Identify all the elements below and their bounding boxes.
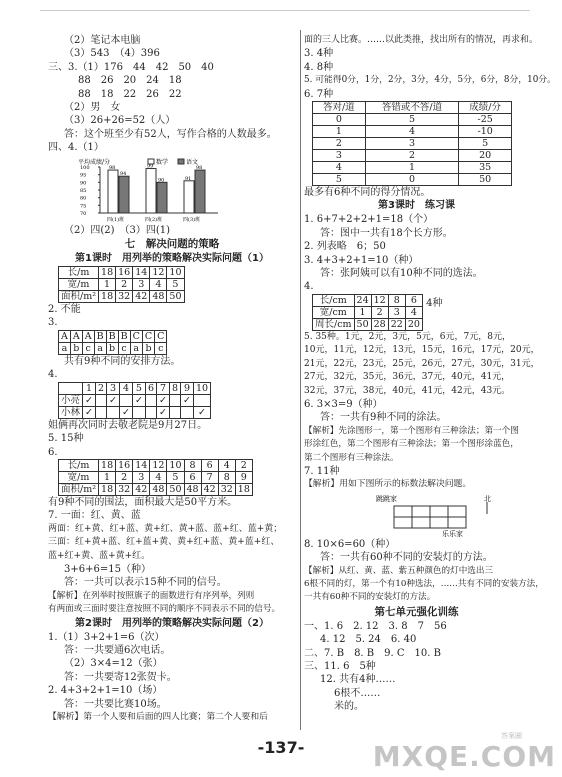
x-category-label: 四(2)班 xyxy=(145,216,163,223)
table-cell: 宽/m xyxy=(59,279,99,291)
table-cell: 9 xyxy=(235,471,252,483)
text-line: 32元，37元，38元，40元，41元，42元，43元。 xyxy=(304,385,511,396)
table-cell: 50 xyxy=(354,318,371,330)
text-line: 5. 35种。1元，2元，3元，5元，6元，7元，8元， xyxy=(304,331,511,342)
text-line: 5. 15种 xyxy=(48,433,84,445)
table-cell: 48 xyxy=(184,483,201,495)
bar-chart-svg xyxy=(78,157,228,223)
bar-math xyxy=(184,180,194,212)
table-cell xyxy=(145,394,156,406)
table-row xyxy=(59,483,253,495)
text-line: 二、7. B 8. B 9. C 10. B xyxy=(304,647,441,659)
table-cell: ✓ xyxy=(120,406,133,418)
compass-label: 北 xyxy=(484,494,491,503)
table-cell: C xyxy=(155,330,167,342)
text-line: （2）男 女 xyxy=(64,102,121,114)
table-cell: 1 xyxy=(365,162,459,174)
text-line: （2）3×4=12（张） xyxy=(64,658,163,670)
table-cell: 1 xyxy=(99,471,116,483)
table-cell: 32 xyxy=(116,483,133,495)
table-cell: A xyxy=(82,330,94,342)
table-cell: 18 xyxy=(99,483,116,495)
table-cell: 9 xyxy=(181,382,194,394)
text-line: 答：图中一共有18个长方形。 xyxy=(320,227,453,239)
y-tick-label: 90 xyxy=(80,179,87,186)
table-cell: 48 xyxy=(150,483,167,495)
table-cell: 14 xyxy=(133,267,150,279)
y-tick-label: 80 xyxy=(80,195,87,202)
table-cell: 2 xyxy=(313,138,366,150)
text-line: 答：这个班至少有52人，写作合格的人数最多。 xyxy=(64,128,277,140)
unit-training-title: 第七单元强化训练 xyxy=(374,605,459,618)
bar-value-label: 91 xyxy=(185,175,192,182)
table-cell: b xyxy=(70,342,82,354)
table-cell: 48 xyxy=(150,291,167,303)
table-cell: 42 xyxy=(201,483,218,495)
text-line: （3）26+26=52（人） xyxy=(64,115,176,127)
table-cell: 1 xyxy=(99,279,116,291)
table-cell: ✓ xyxy=(83,394,96,406)
table-cell: ✓ xyxy=(107,394,120,406)
table-cell: c xyxy=(118,342,130,354)
analysis-text: 有两面或三面时要注意按照不同的顺序不同表示不同的信号。 xyxy=(48,604,281,615)
table-row xyxy=(59,267,185,279)
bar-chart xyxy=(78,157,296,223)
table-cell: 20 xyxy=(405,318,422,330)
table-cell: 4 xyxy=(313,162,366,174)
table-row xyxy=(313,102,512,114)
table-row xyxy=(313,294,423,306)
table-cell: ✓ xyxy=(156,406,169,418)
table-row xyxy=(313,126,512,138)
text-line: 27元，32元，35元，36元，37元，40元，41元， xyxy=(304,372,511,383)
y-tick-label: 95 xyxy=(80,172,87,179)
table-cell: ✓ xyxy=(193,406,210,418)
left-block-a xyxy=(48,34,296,155)
analysis-text: 【解析】用如下图所示的标数法解决问题。 xyxy=(304,479,472,490)
table-length-width-area xyxy=(58,266,185,303)
text-line: （2）笔记本电脑 xyxy=(64,35,141,46)
legend-label: 数学 xyxy=(156,158,169,166)
bar-value-label: 94 xyxy=(120,170,127,177)
text-line: 3. 4种 xyxy=(304,48,334,60)
legend-swatch-chinese xyxy=(178,159,184,164)
table-cell xyxy=(95,406,106,418)
text-line: 10元，11元，12元，13元，15元，16元，17元，20元， xyxy=(304,345,540,356)
table-cell: 答错或不答/道 xyxy=(365,102,459,114)
table-row xyxy=(59,394,211,406)
text-line: 答：张阿姨可以有10种不同的选法。 xyxy=(320,268,483,280)
table-cell: 2 xyxy=(116,471,133,483)
table-cell: 5 xyxy=(167,279,184,291)
table-cell: 6 xyxy=(201,459,218,471)
table-score-cases xyxy=(312,101,512,186)
text-line: 6. 7种 xyxy=(304,88,334,100)
table-cell xyxy=(181,406,194,418)
table-suffix: 4种 xyxy=(426,297,443,309)
analysis-text: 【解析】从红、黄、蓝、紫五种颜色的灯中选出三 xyxy=(304,565,494,576)
text-line: 一、1. 6 2. 12 3. 8 7 56 xyxy=(304,620,447,632)
table-cell xyxy=(169,394,180,406)
table-cell: 35 xyxy=(459,162,512,174)
table-cell: 6 xyxy=(405,294,422,306)
text-line: 1. 6+7+2+2+1=18（个） xyxy=(304,214,434,226)
table-cell: a xyxy=(130,342,142,354)
table-row xyxy=(59,342,167,354)
text-line: 答：一共有60种不同的安装灯的方法。 xyxy=(320,552,493,564)
text-line: 2. 列表略 6；50 xyxy=(304,241,386,253)
y-tick-label: 70 xyxy=(80,210,87,217)
text-line: 4. 12 5. 24 6. 40 xyxy=(320,634,417,646)
table-cell: 8 xyxy=(184,459,201,471)
grid-start-label: 跳跳家 xyxy=(376,494,397,503)
table-wrap xyxy=(304,101,529,186)
table-cell: 50 xyxy=(167,483,184,495)
text-line: 三面：红+黄+蓝、红+蓝+黄、黄+红+蓝、黄+蓝+红、 xyxy=(48,537,280,548)
text-line: 7. 11种 xyxy=(304,465,340,477)
table-cell: A xyxy=(59,330,71,342)
bar-value-label: 99 xyxy=(147,163,154,170)
text-line: 7. 一面：红、黄、蓝 xyxy=(48,510,141,522)
table-cell: 3 xyxy=(107,382,120,394)
text-line: 1.（1）3+2+1=6（次） xyxy=(48,631,165,643)
y-tick-label: 100 xyxy=(80,164,90,171)
table-cell: 4 xyxy=(405,306,422,318)
text-line: 12. 共有4种…… xyxy=(320,674,396,686)
table-cell xyxy=(193,394,210,406)
table-cell: 10 xyxy=(167,267,184,279)
bar-math xyxy=(108,170,118,213)
table-wrap xyxy=(48,266,296,303)
table-cell: 28 xyxy=(371,318,388,330)
table-cell: 面积/m² xyxy=(59,291,99,303)
text-line: 姐俩再次同时去敬老院是9月27日。 xyxy=(48,419,208,431)
grid-lines xyxy=(394,506,466,528)
table-cell: 32 xyxy=(218,483,235,495)
unit-title: 七 解决问题的策略 xyxy=(124,238,220,251)
chart-title: 平均成绩/分 xyxy=(78,158,111,166)
table-cell: 4 xyxy=(120,382,133,394)
table-cell: 2 xyxy=(365,150,459,162)
lesson-title: 第3课时 练习课 xyxy=(378,200,455,212)
watermark-logo: MXQE.COM xyxy=(372,740,556,773)
analysis-text: 形涂红色，第二个图形有三种涂法；第一个图形涂蓝色， xyxy=(304,439,519,450)
table-visit-schedule xyxy=(58,382,211,419)
table-row xyxy=(313,318,423,330)
table-cell: 3 xyxy=(388,306,405,318)
table-cell: ✓ xyxy=(132,394,145,406)
text-line: 答：一共有9种不同的涂法。 xyxy=(320,412,447,424)
bar-math xyxy=(146,168,156,212)
text-line: 面的三人比赛。……以此类推，找出所有的情况，再求和。 xyxy=(304,35,539,45)
table-cell: 22 xyxy=(388,318,405,330)
table-cell xyxy=(107,406,120,418)
text-line: 三、11. 6 5种 xyxy=(304,661,376,672)
table-cell: c xyxy=(82,342,94,354)
table-row xyxy=(59,291,185,303)
text-line: 88 18 22 26 22 xyxy=(78,88,182,100)
bar-value-label: 98 xyxy=(196,164,203,171)
table-cell: C xyxy=(142,330,154,342)
text-line: 21元，22元，23元，25元，26元，27元，30元，31元， xyxy=(304,358,540,369)
table-cell: 42 xyxy=(133,291,150,303)
table-cell: a xyxy=(94,342,106,354)
table-cell: 周长/cm xyxy=(313,318,355,330)
table-cell xyxy=(169,406,180,418)
text-line: 答：一共要比赛10场。 xyxy=(64,698,167,710)
text-line: 3. xyxy=(48,317,58,329)
watermark-subtitle: 答案圈 xyxy=(501,732,522,740)
table-cell: b xyxy=(106,342,118,354)
table-wrap xyxy=(48,459,296,496)
table-cell: 3 xyxy=(313,150,366,162)
text-line: 2. 不能 xyxy=(48,304,81,316)
table-cell: 16 xyxy=(116,267,133,279)
table-row xyxy=(313,162,512,174)
table-row xyxy=(59,471,253,483)
lesson-title: 第1课时 用列举的策略解决实际问题（1） xyxy=(75,253,269,265)
table-cell: 小林 xyxy=(59,406,83,418)
table-cell: 7 xyxy=(201,471,218,483)
x-category-label: 四(1)班 xyxy=(107,216,125,223)
bar-chinese xyxy=(157,182,167,213)
left-column xyxy=(48,34,296,724)
x-category-label: 四(3)班 xyxy=(183,216,201,223)
table-cell: 10 xyxy=(193,382,210,394)
table-cell: B xyxy=(106,330,118,342)
text-line: 最多有6种不同的得分情况。 xyxy=(304,187,431,199)
table-cell: 10 xyxy=(167,459,184,471)
table-cell: A xyxy=(70,330,82,342)
table-cell: 18 xyxy=(99,459,116,471)
table-cell: 2 xyxy=(371,306,388,318)
table-cell: 长/m xyxy=(59,267,99,279)
table-cell: 4 xyxy=(150,279,167,291)
table-wrap xyxy=(48,382,296,419)
bar-value-label: 98 xyxy=(109,164,116,171)
analysis-text: 6根不同的灯，第一个有10种选法，……共有不同的安装方法， xyxy=(304,578,544,589)
table-cell: 3 xyxy=(133,471,150,483)
table-cell: 4 xyxy=(150,471,167,483)
table-cell: 12 xyxy=(371,294,388,306)
table-wrap xyxy=(304,294,529,331)
text-line: 6. xyxy=(48,446,58,458)
text-line: 3+6+6=15（种） xyxy=(64,563,151,575)
table-cell: 32 xyxy=(116,291,133,303)
table-cell: -10 xyxy=(459,126,512,138)
table-cell: ✓ xyxy=(83,406,96,418)
table-cell: 1 xyxy=(313,126,366,138)
table-cell: b xyxy=(142,342,154,354)
table-cell: 长/m xyxy=(59,459,99,471)
table-cell: 1 xyxy=(83,382,96,394)
table-cell: 18 xyxy=(99,291,116,303)
table-cell: 5 xyxy=(167,471,184,483)
table-cell: B xyxy=(94,330,106,342)
text-line: 三、3.（1）176 44 42 50 40 xyxy=(48,61,214,73)
table-pairings xyxy=(58,330,167,355)
text-line: 3. 4+3+2+1=10（种） xyxy=(304,254,419,266)
table-cell: 8 xyxy=(218,471,235,483)
text-line: 答：一共可以表示15种不同的信号。 xyxy=(64,577,227,589)
y-tick-label: 75 xyxy=(80,202,87,209)
text-line: 答：一共要寄12张贺卡。 xyxy=(64,671,177,683)
text-line: 四、4.（1） xyxy=(48,142,104,154)
route-grid-svg xyxy=(374,492,494,538)
table-cell xyxy=(120,394,133,406)
text-line: 两面：红+黄、红+蓝、黄+红、黄+蓝、蓝+红、蓝+黄； xyxy=(48,523,283,534)
text-line: （2）四(2) （3）四(1) xyxy=(64,224,171,236)
table-cell: 7 xyxy=(156,382,169,394)
right-column xyxy=(304,34,556,714)
table-cell: C xyxy=(130,330,142,342)
table-cell: 0 xyxy=(313,114,366,126)
table-cell: 5 xyxy=(132,382,145,394)
table-row xyxy=(313,150,512,162)
table-cell: 18 xyxy=(235,483,252,495)
analysis-text: 一共有60种不同的安装灯的方法。 xyxy=(304,592,436,603)
text-line: （3）543 （4）396 xyxy=(64,48,160,60)
bar-chinese xyxy=(195,170,205,213)
text-line: 共有9种不同的安排方法。 xyxy=(64,355,181,367)
text-line: 有9种不同的围法，面积最大是50平方米。 xyxy=(48,496,238,508)
page-number: -137- xyxy=(257,738,305,757)
text-line: 88 26 20 24 18 xyxy=(78,75,182,87)
text-line: 8. 10×6=60（种） xyxy=(304,538,396,550)
lesson-title: 第2课时 用列举的策略解决实际问题（2） xyxy=(75,617,269,629)
table-cell xyxy=(132,406,145,418)
table-cell: 5 xyxy=(365,114,459,126)
table-row xyxy=(313,114,512,126)
table-cell: 6 xyxy=(184,471,201,483)
table-cell: 50 xyxy=(459,174,512,186)
legend-label: 语文 xyxy=(186,158,199,166)
table-row xyxy=(59,382,211,394)
text-line: 米的。 xyxy=(334,701,364,713)
text-line: 4. xyxy=(48,369,58,381)
table-cell: 2 xyxy=(235,459,252,471)
table-cell: 24 xyxy=(354,294,371,306)
table-cell: 8 xyxy=(388,294,405,306)
table-cell: 5 xyxy=(313,174,366,186)
grid-end-label: 乐乐家 xyxy=(442,529,463,538)
table-cell: 14 xyxy=(133,459,150,471)
text-line: 6. 3×3=9（种） xyxy=(304,398,383,410)
table-cell: 18 xyxy=(99,267,116,279)
table-cell: a xyxy=(59,342,71,354)
table-cell: -25 xyxy=(459,114,512,126)
bar-chinese xyxy=(119,176,129,213)
table-cell: 4 xyxy=(365,126,459,138)
table-cell: 4 xyxy=(218,459,235,471)
analysis-text: 【解析】第一个人要和后面的四人比赛；第二个人要和后 xyxy=(48,712,268,722)
table-cell: ✓ xyxy=(181,394,194,406)
table-cell: 5 xyxy=(459,138,512,150)
text-line: 蓝+红+黄、蓝+黄+红。 xyxy=(48,550,151,561)
table-cell: c xyxy=(155,342,167,354)
table-cell: 成绩/分 xyxy=(459,102,512,114)
table-row xyxy=(59,330,167,342)
table-rectangle-perimeter xyxy=(312,294,423,331)
table-cell: 答对/道 xyxy=(313,102,366,114)
table-cell: 1 xyxy=(354,306,371,318)
text-line: 6根不…… xyxy=(334,687,381,699)
table-cell: 20 xyxy=(459,150,512,162)
text-line: 4. 8种 xyxy=(304,61,334,73)
bar-value-label: 90 xyxy=(158,176,165,183)
table-cell: 12 xyxy=(150,267,167,279)
table-cell: 面积/m² xyxy=(59,483,99,495)
table-cell: 长/cm xyxy=(313,294,355,306)
table-row xyxy=(313,138,512,150)
route-grid-figure xyxy=(304,492,529,538)
table-cell: 8 xyxy=(169,382,180,394)
table-wrap xyxy=(48,330,296,355)
table-cell: 12 xyxy=(150,459,167,471)
text-line: 2. 4+3+2+1=10（场） xyxy=(48,685,163,697)
table-cell: 0 xyxy=(365,174,459,186)
text-line: 5. 可能得0分，1分，2分，3分，4分，5分，6分，8分，10分。 xyxy=(304,75,556,86)
table-row xyxy=(59,279,185,291)
table-cell: 50 xyxy=(167,291,184,303)
table-cell: 3 xyxy=(133,279,150,291)
table-cell xyxy=(59,382,83,394)
table-cell: 小亮 xyxy=(59,394,83,406)
table-cell: 42 xyxy=(133,483,150,495)
table-cell: B xyxy=(118,330,130,342)
analysis-text: 第二个图形有三种涂法。 xyxy=(304,452,399,463)
y-tick-label: 85 xyxy=(80,187,87,194)
table-row xyxy=(59,459,253,471)
table-cell: 16 xyxy=(116,459,133,471)
table-cell: 宽/cm xyxy=(313,306,355,318)
table-cell xyxy=(145,406,156,418)
table-cell: 2 xyxy=(116,279,133,291)
analysis-text: 【解析】在列举时按照旗子的面数进行有序列举，列则 xyxy=(48,590,255,601)
table-row xyxy=(313,174,512,186)
column-divider xyxy=(300,30,301,730)
table-fence-options xyxy=(58,459,253,496)
table-cell: 宽/m xyxy=(59,471,99,483)
table-cell: ✓ xyxy=(156,394,169,406)
table-row xyxy=(59,406,211,418)
table-cell: 2 xyxy=(95,382,106,394)
table-cell: 6 xyxy=(145,382,156,394)
analysis-text: 【解析】先涂图形一，第一个图形有三种涂法；第一个图 xyxy=(304,425,519,436)
table-cell: 3 xyxy=(365,138,459,150)
table-row xyxy=(313,306,423,318)
text-line: 4. xyxy=(304,281,314,293)
text-line: 答：一共要通6次电话。 xyxy=(64,644,171,656)
top-rule xyxy=(40,10,530,11)
table-cell xyxy=(95,394,106,406)
